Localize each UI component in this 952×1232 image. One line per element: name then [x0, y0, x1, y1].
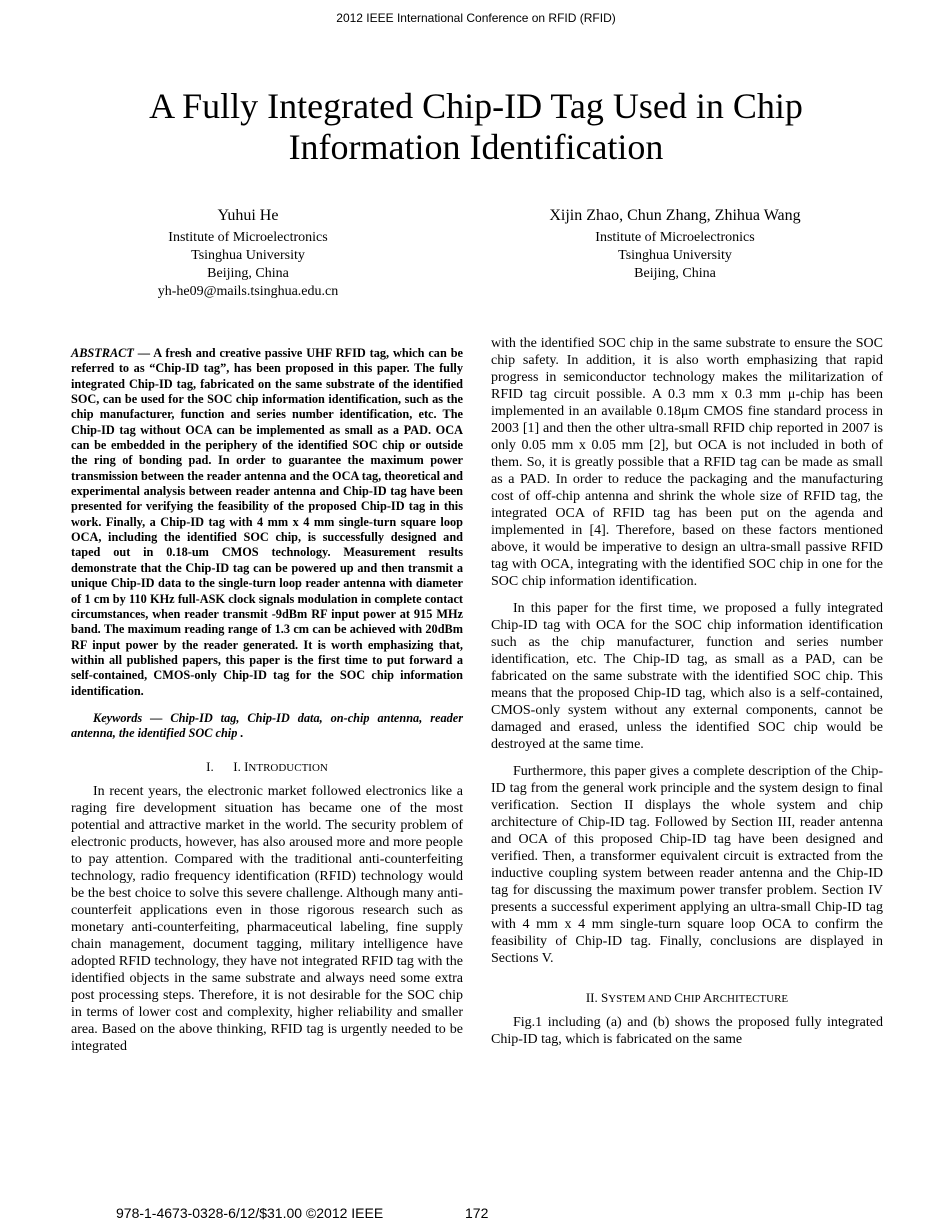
sechead-part: A: [702, 990, 713, 1005]
author-city: Beijing, China: [634, 266, 716, 281]
section-heading-system-architecture: [491, 989, 883, 1008]
abstract: [71, 346, 463, 699]
page-number: 172: [465, 1205, 489, 1221]
sechead-part: C: [674, 990, 683, 1005]
sechead-part: RCHITECTURE: [712, 993, 789, 1005]
author-institute: Institute of Microelectronics: [168, 230, 328, 245]
author-city: Beijing, China: [207, 266, 289, 281]
author-name: Yuhui He: [217, 207, 279, 224]
conference-header: 2012 IEEE International Conference on RFID (RFID): [336, 11, 616, 25]
right-column: [491, 335, 883, 1048]
sechead-part: YSTEM AND: [608, 993, 675, 1005]
paragraph: Furthermore, this paper gives a complete description of the Chip-ID tag from the general work principle and the system design to final verification. Section II displays the whole system and chip architecture of Chip-ID tag. Followed by Section III, reader antenna and OCA of this proposed Chip-ID tag have been designed and verified. Then, a transformer equivalent circuit is extracted from the inductive coupling system between reader antenna and the Chip-ID tag for discussing the maximum power transfer problem. Section IV presents a successful experiment applying an ultra-small Chip-ID tag with 4 mm x 4 mm single-turn square loop OCA to confirm the feasibility of Chip-ID tag. Finally, conclusions are displayed in Sections V.: [491, 764, 883, 966]
section-title-rest: NTRODUCTION: [248, 761, 328, 774]
abstract-text: — A fresh and creative passive UHF RFID tag, which can be referred to as “Chip-ID tag”, has been proposed in this paper. The fully integrated Chip-ID tag, fabricated on the same substrate of the identified SOC, can be used for the SOC chip information identification, such as the chip manufacturer, function and series number identification, etc. The Chip-ID tag without OCA can be implemented as small as a PAD. OCA can be embedded in the periphery of the identified SOC chip or outside the ring of bonding pad. In order to guarantee the maximum power transmission between the reader antenna and the OCA tag, theoretical and experimental analysis between reader antenna and Chip-ID tag have been presented for verifying the feasibility of the proposed Chip-ID tag in this work. Finally, a Chip-ID tag with 4 mm x 4 mm single-turn square loop OCA, including the identified SOC chip, is successfully designed and taped out in 0.18-um CMOS technology. Measurement results demonstrate that the Chip-ID tag can be powered up and then transmit a unique Chip-ID data to the single-turn loop reader antenna with diameter of 1 cm by 110 KHz full-ASK clock signals modulation in complete contact circumstances, when reader transmit -9dBm RF input power at 915 MHz band. The maximum reading range of 1.3 cm can be achieved with 20dBm RF input power by the reader generated. It is worth emphasizing that, within all published papers, this paper is the first time to put forward a self-contained, CMOS-only Chip-ID tag for the SOC chip information identification.: [71, 346, 463, 698]
keywords: Keywords — Chip-ID tag, Chip-ID data, on-chip antenna, reader antenna, the identified SOC chip .: [71, 710, 463, 741]
paper-title: A Fully Integrated Chip-ID Tag Used in Chip Information Identification: [149, 86, 803, 167]
paragraph: with the identified SOC chip in the same substrate to ensure the SOC chip safety. In addition, it is also worth emphasizing that rapid progress in semiconductor technology makes the militarization of RFID tag circuit possible. A 0.3 mm x 0.3 mm μ-chip has been implemented in an available 0.18μm CMOS fine standard process in 2003 [1] and then the other ultra-small RFID chip reported in 2007 is only 0.05 mm x 0.05 mm [2], but OCA is not included in both of them. So, it is greatly possible that a RFID tag can be made as small as a PAD. In order to reduce the packaging and the manufacturing cost of off-chip antenna and shrink the whole size of RFID tag, the integrated OCA of RFID tag has been put on the agenda and implemented in [4]. Therefore, based on these factors mentioned above, it would be imperative to design an ultra-small passive RFID tag with OCA, integrating with the identified SOC chip in one for the SOC chip information identification.: [491, 336, 883, 589]
sechead-part: HIP: [682, 993, 703, 1005]
paragraph: In recent years, the electronic market followed electronics like a raging fire development situation has became one of the most potential and attractive market in the world. The security problem of electronic products, however, has also aroused more and more people to pay attention. Compared with the traditional anti-counterfeiting technology, radio frequency identification (RFID) technology would be the best choice to solve this severe challenge. Although many anti-counterfeit applications even in those rigorous research such as monetary anti-counterfeiting, pharmaceutical labeling, fine supply chain management, document tagging, military intelligence have adopted RFID technology, they have not integrated RFID tag with the identified objects in the same substrate and always need some extra post processing steps. Therefore, it is not desirable for the SOC chip in terms of lower cost and complexity, higher reliability and smaller area. Based on the above thinking, RFID tag is urgently needed to be integrated: [71, 783, 463, 1054]
author-block-1: [118, 205, 378, 301]
paragraph: Fig.1 including (a) and (b) shows the proposed fully integrated Chip-ID tag, which is fabricated on the same: [491, 1015, 883, 1047]
section-title-num: I. I: [233, 758, 249, 774]
author-name: Xijin Zhao, Chun Zhang, Zhihua Wang: [549, 207, 801, 224]
author-university: Tsinghua University: [191, 248, 305, 263]
author-university: Tsinghua University: [618, 248, 732, 263]
paragraph: In this paper for the first time, we proposed a fully integrated Chip-ID tag with OCA for the SOC chip information identification such as the chip manufacturer, function and series number identification, etc. The Chip-ID tag, as small as a PAD, can be fabricated on the same substrate with the identified SOC chip. This means that the proposed Chip-ID tag, which also is a self-contained, CMOS-only system without any external components, cannot be damaged and erased, unless the identified SOC chip would be destroyed at the same time.: [491, 601, 883, 752]
left-column: [71, 346, 463, 1055]
abstract-label: ABSTRACT: [71, 346, 134, 360]
section-heading-introduction: [71, 758, 463, 777]
section-numeral: I.: [206, 758, 214, 774]
author-block-2: [520, 205, 830, 283]
author-email: yh-he09@mails.tsinghua.edu.cn: [157, 284, 339, 299]
sechead-part: II. S: [585, 990, 609, 1005]
footer-isbn: 978-1-4673-0328-6/12/$31.00 ©2012 IEEE: [116, 1205, 384, 1221]
author-institute: Institute of Microelectronics: [595, 230, 755, 245]
